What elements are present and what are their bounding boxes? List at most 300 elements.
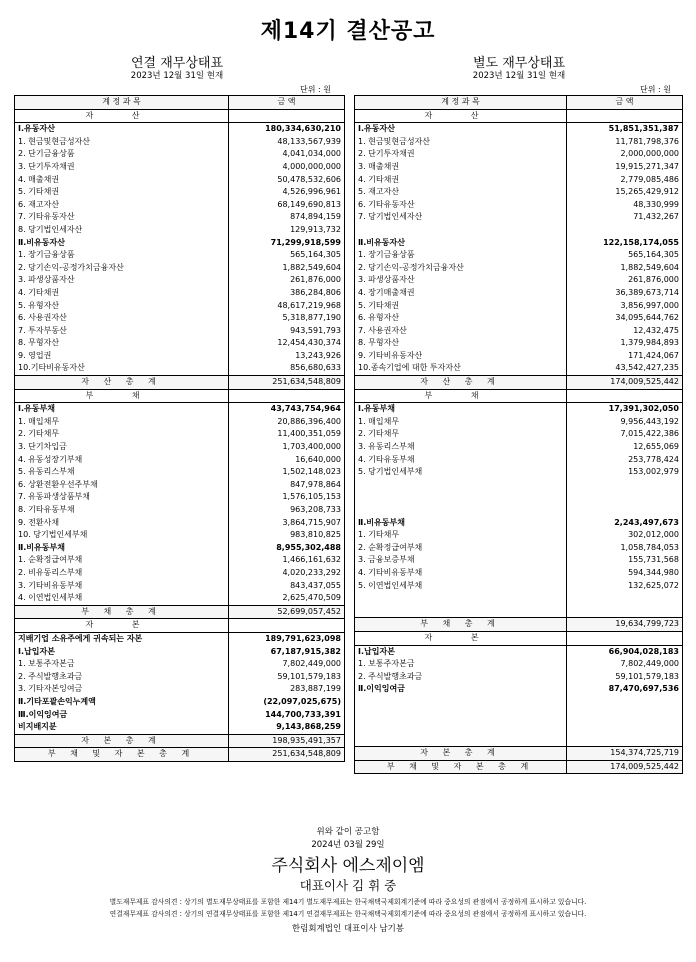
account-label: Ⅱ.기타포괄손익누계액: [15, 696, 229, 709]
account-label: 자 산: [15, 109, 229, 123]
amount-value: 856,680,633: [229, 362, 345, 375]
table-row: [15, 211, 345, 224]
amount-value: 19,915,271,347: [567, 161, 683, 174]
table-row: [355, 274, 683, 287]
table-row: [15, 491, 345, 504]
account-label: 6. 재고자산: [15, 199, 229, 212]
account-label: 2. 당기손익-공정가치금융자산: [355, 262, 567, 275]
auditor-name: 한림회계법인 대표이사 남기봉: [291, 924, 405, 934]
total-row: [15, 734, 345, 748]
account-label: 1. 장기금융상품: [355, 249, 567, 262]
amount-value: 1,882,549,604: [567, 262, 683, 275]
amount-value: 174,009,525,442: [567, 760, 683, 774]
total-row: [355, 376, 683, 390]
account-label: 6. 유형자산: [355, 312, 567, 325]
account-label: 부 채 총 계: [15, 605, 229, 619]
table-row: [355, 161, 683, 174]
account-label: 4. 매출채권: [15, 174, 229, 187]
total-row: [355, 747, 683, 761]
table-row: [15, 186, 345, 199]
amount-value: 3,864,715,907: [229, 517, 345, 530]
account-label: 7. 기타유동자산: [15, 211, 229, 224]
amount-value: 12,432,475: [567, 325, 683, 338]
amount-value: 132,625,072: [567, 580, 683, 593]
amount-value: 1,502,148,023: [229, 466, 345, 479]
header-amount-label: 금 액: [229, 96, 345, 110]
table-row: [15, 123, 345, 136]
account-label: [355, 224, 567, 237]
account-label: 1. 순확정급여부채: [15, 554, 229, 567]
account-label: 4. 장기매출채권: [355, 287, 567, 300]
table-row: [15, 350, 345, 363]
amount-value: 2,625,470,509: [229, 592, 345, 605]
amount-value: 171,424,067: [567, 350, 683, 363]
amount-value: 7,802,449,000: [567, 658, 683, 671]
account-label: 1. 현금및현금성자산: [15, 136, 229, 149]
account-label: 부 채 총 계: [355, 618, 567, 632]
table-row: [355, 362, 683, 375]
account-label: 7. 유동파생상품부채: [15, 491, 229, 504]
amount-value: 1,379,984,893: [567, 337, 683, 350]
account-label: 3. 금융보증부채: [355, 554, 567, 567]
table-row: [15, 224, 345, 237]
account-label: 4. 유동성장기부채: [15, 454, 229, 467]
account-label: 1. 매입채무: [15, 416, 229, 429]
account-label: 5. 유동리스부채: [15, 466, 229, 479]
account-label: Ⅰ.유동자산: [15, 123, 229, 136]
amount-value: 1,466,161,632: [229, 554, 345, 567]
account-label: Ⅲ.이익잉여금: [15, 709, 229, 722]
amount-value: 12,454,430,374: [229, 337, 345, 350]
amount-value: 9,143,868,259: [229, 721, 345, 734]
table-row: [15, 287, 345, 300]
table-row: [15, 237, 345, 250]
table-row: [15, 529, 345, 542]
table-row: [15, 580, 345, 593]
account-label: 3. 단기차입금: [15, 441, 229, 454]
account-label: 3. 단기투자채권: [15, 161, 229, 174]
account-label: 10. 당기법인세부채: [15, 529, 229, 542]
account-label: 7. 당기법인세자산: [355, 211, 567, 224]
amount-value: [567, 389, 683, 403]
section-header-row: [355, 389, 683, 403]
amount-value: 180,334,630,210: [229, 123, 345, 136]
amount-value: 8,955,302,488: [229, 542, 345, 555]
amount-value: 1,882,549,604: [229, 262, 345, 275]
account-label: 자 본: [15, 619, 229, 633]
amount-value: 251,634,548,809: [229, 376, 345, 390]
amount-value: 594,344,980: [567, 567, 683, 580]
account-label: 1. 매입채무: [355, 416, 567, 429]
table-row: [15, 658, 345, 671]
amount-value: 1,058,784,053: [567, 542, 683, 555]
table-row: [355, 186, 683, 199]
amount-value: 189,791,623,098: [229, 632, 345, 645]
account-label: 4. 기타비유동부채: [355, 567, 567, 580]
amount-value: 3,856,997,000: [567, 300, 683, 313]
table-row: [355, 709, 683, 722]
table-row: [355, 491, 683, 504]
total-row: [15, 748, 345, 762]
account-label: 7. 사용권자산: [355, 325, 567, 338]
account-label: 자 산: [355, 109, 567, 123]
amount-value: 87,470,697,536: [567, 683, 683, 696]
amount-value: 4,000,000,000: [229, 161, 345, 174]
amount-value: (22,097,025,675): [229, 696, 345, 709]
account-label: 자 본 총 계: [355, 747, 567, 761]
account-label: 3. 기타자본잉여금: [15, 683, 229, 696]
account-label: [355, 696, 567, 709]
amount-value: 261,876,000: [567, 274, 683, 287]
account-label: [355, 592, 567, 605]
amount-value: 1,703,400,000: [229, 441, 345, 454]
table-header-row: [355, 96, 683, 110]
account-label: 부 채 및 자 본 총 계: [355, 760, 567, 774]
amount-value: 253,778,424: [567, 454, 683, 467]
amount-value: [567, 479, 683, 492]
table-row: [355, 658, 683, 671]
account-label: 2. 기타채무: [15, 428, 229, 441]
amount-value: 565,164,305: [567, 249, 683, 262]
account-label: 부 채 및 자 본 총 계: [15, 748, 229, 762]
account-label: 5. 기타채권: [355, 300, 567, 313]
amount-value: [567, 504, 683, 517]
table-row: [355, 262, 683, 275]
table-row: [15, 148, 345, 161]
account-label: 2. 기타채무: [355, 428, 567, 441]
table-row: [355, 466, 683, 479]
notice-text: 위와 같이 공고함: [316, 827, 380, 837]
account-label: 8. 무형자산: [355, 337, 567, 350]
amount-value: 7,015,422,386: [567, 428, 683, 441]
account-label: 1. 장기금융상품: [15, 249, 229, 262]
account-label: 2. 당기손익-공정가치금융자산: [15, 262, 229, 275]
table-row: [355, 554, 683, 567]
table-row: [355, 542, 683, 555]
amount-value: 983,810,825: [229, 529, 345, 542]
amount-value: [567, 696, 683, 709]
account-label: 3. 파생상품자산: [355, 274, 567, 287]
table-row: [15, 517, 345, 530]
account-label: Ⅰ.유동부채: [15, 403, 229, 416]
table-row: [355, 721, 683, 734]
table-row: [15, 428, 345, 441]
amount-value: 59,101,579,183: [567, 671, 683, 684]
amount-value: 5,318,877,190: [229, 312, 345, 325]
table-row: [355, 479, 683, 492]
amount-value: 4,020,233,292: [229, 567, 345, 580]
amount-value: 12,655,069: [567, 441, 683, 454]
amount-value: 36,389,673,714: [567, 287, 683, 300]
table-row: [15, 441, 345, 454]
table-row: [15, 696, 345, 709]
section-header-row: [15, 389, 345, 403]
account-label: 5. 이연법인세부채: [355, 580, 567, 593]
table-row: [15, 683, 345, 696]
account-label: 1. 보통주자본금: [355, 658, 567, 671]
table-row: [355, 734, 683, 747]
account-label: 부 채: [15, 389, 229, 403]
table-row: [355, 148, 683, 161]
amount-value: 13,243,926: [229, 350, 345, 363]
account-label: Ⅱ.비유동부채: [355, 517, 567, 530]
table-row: [355, 237, 683, 250]
amount-value: 17,391,302,050: [567, 403, 683, 416]
amount-value: 48,133,567,939: [229, 136, 345, 149]
table-row: [355, 350, 683, 363]
amount-value: 943,591,793: [229, 325, 345, 338]
account-label: [355, 721, 567, 734]
amount-value: 302,012,000: [567, 529, 683, 542]
amount-value: 9,956,443,192: [567, 416, 683, 429]
account-label: 비지배지분: [15, 721, 229, 734]
amount-value: 283,887,199: [229, 683, 345, 696]
audit-opinion-consolidated: 연결재무제표 감사의견 : 상기의 연결재무상태표를 포함한 제14기 연결재무제표는 한국채택국제회계기준에 따라 중요성의 관점에서 공정하게 표시하고 있습니다.: [109, 910, 587, 918]
amount-value: [567, 734, 683, 747]
account-label: [355, 479, 567, 492]
amount-value: 129,913,732: [229, 224, 345, 237]
account-label: 지배기업 소유주에게 귀속되는 자본: [15, 632, 229, 645]
table-row: [355, 403, 683, 416]
account-label: 9. 영업권: [15, 350, 229, 363]
account-label: 10.기타비유동자산: [15, 362, 229, 375]
amount-value: 565,164,305: [229, 249, 345, 262]
table-row: [355, 312, 683, 325]
account-label: Ⅱ.비유동부채: [15, 542, 229, 555]
table-row: [355, 211, 683, 224]
account-label: 2. 주식발행초과금: [15, 671, 229, 684]
section-header-row: [15, 109, 345, 123]
amount-value: 4,526,996,961: [229, 186, 345, 199]
amount-value: 52,699,057,452: [229, 605, 345, 619]
table-row: [15, 479, 345, 492]
table-row: [15, 174, 345, 187]
amount-value: [567, 721, 683, 734]
table-row: [355, 529, 683, 542]
account-label: 3. 기타비유동부채: [15, 580, 229, 593]
account-label: [355, 605, 567, 618]
amount-value: 847,978,864: [229, 479, 345, 492]
table-row: [355, 249, 683, 262]
table-row: [15, 567, 345, 580]
account-label: 6. 사용권자산: [15, 312, 229, 325]
header-amount-label: 금 액: [567, 96, 683, 110]
right-unit-label: 단위 : 원: [640, 85, 671, 94]
amount-value: 122,158,174,055: [567, 237, 683, 250]
amount-value: 59,101,579,183: [229, 671, 345, 684]
table-row: [15, 136, 345, 149]
amount-value: 71,432,267: [567, 211, 683, 224]
amount-value: 68,149,690,813: [229, 199, 345, 212]
amount-value: 19,634,799,723: [567, 618, 683, 632]
total-row: [15, 376, 345, 390]
table-row: [15, 554, 345, 567]
table-row: [355, 337, 683, 350]
amount-value: 198,935,491,357: [229, 734, 345, 748]
table-row: [355, 287, 683, 300]
table-row: [355, 592, 683, 605]
separate-balance-sheet-table: [354, 95, 683, 774]
company-name: 주식회사 에스제이엠: [271, 856, 425, 876]
amount-value: [567, 109, 683, 123]
amount-value: 874,894,159: [229, 211, 345, 224]
table-row: [15, 454, 345, 467]
amount-value: [567, 224, 683, 237]
account-label: 9. 전환사채: [15, 517, 229, 530]
amount-value: [567, 605, 683, 618]
account-label: Ⅱ.비유동자산: [355, 237, 567, 250]
table-row: [355, 671, 683, 684]
total-row: [355, 760, 683, 774]
amount-value: [567, 709, 683, 722]
amount-value: 251,634,548,809: [229, 748, 345, 762]
account-label: 5. 유형자산: [15, 300, 229, 313]
left-unit-label: 단위 : 원: [300, 85, 331, 94]
table-row: [15, 403, 345, 416]
account-label: Ⅰ.유동자산: [355, 123, 567, 136]
consolidated-balance-sheet-table: [14, 95, 345, 762]
amount-value: 15,265,429,912: [567, 186, 683, 199]
amount-value: 2,243,497,673: [567, 517, 683, 530]
table-row: [355, 696, 683, 709]
account-label: 4. 기타채권: [355, 174, 567, 187]
table-row: [15, 632, 345, 645]
amount-value: 155,731,568: [567, 554, 683, 567]
account-label: 8. 당기법인세자산: [15, 224, 229, 237]
account-label: 6. 기타유동자산: [355, 199, 567, 212]
account-label: 8. 기타유동부채: [15, 504, 229, 517]
account-label: 4. 기타채권: [15, 287, 229, 300]
page-title: 제14기 결산공고: [260, 19, 436, 44]
account-label: 1. 보통주자본금: [15, 658, 229, 671]
table-row: [15, 721, 345, 734]
header-account-label: 계 정 과 목: [15, 96, 229, 110]
amount-value: 11,781,798,376: [567, 136, 683, 149]
section-header-row: [355, 109, 683, 123]
amount-value: 51,851,351,387: [567, 123, 683, 136]
account-label: 부 채: [355, 389, 567, 403]
table-row: [355, 504, 683, 517]
account-label: 2. 순확정급여부채: [355, 542, 567, 555]
account-label: 자 산 총 계: [15, 376, 229, 390]
account-label: 9. 기타비유동자산: [355, 350, 567, 363]
table-row: [15, 504, 345, 517]
amount-value: 71,299,918,599: [229, 237, 345, 250]
right-statement-date: 2023년 12월 31일 현재: [472, 71, 566, 81]
table-row: [355, 517, 683, 530]
amount-value: 7,802,449,000: [229, 658, 345, 671]
table-row: [355, 567, 683, 580]
table-row: [355, 580, 683, 593]
amount-value: [229, 109, 345, 123]
account-label: 4. 이연법인세부채: [15, 592, 229, 605]
table-row: [355, 454, 683, 467]
amount-value: 16,640,000: [229, 454, 345, 467]
section-header-row: [15, 619, 345, 633]
table-row: [15, 274, 345, 287]
table-row: [355, 136, 683, 149]
account-label: 1. 기타채무: [355, 529, 567, 542]
amount-value: 20,886,396,400: [229, 416, 345, 429]
amount-value: 43,542,427,235: [567, 362, 683, 375]
account-label: Ⅱ.비유동자산: [15, 237, 229, 250]
account-label: 2. 비유동리스부채: [15, 567, 229, 580]
amount-value: 50,478,532,606: [229, 174, 345, 187]
table-row: [355, 683, 683, 696]
table-row: [15, 161, 345, 174]
account-label: 5. 재고자산: [355, 186, 567, 199]
account-label: 7. 투자부동산: [15, 325, 229, 338]
amount-value: 174,009,525,442: [567, 376, 683, 390]
account-label: 5. 당기법인세부채: [355, 466, 567, 479]
amount-value: 963,208,733: [229, 504, 345, 517]
section-header-row: [355, 631, 683, 645]
account-label: 자 본 총 계: [15, 734, 229, 748]
account-label: [355, 491, 567, 504]
account-label: 2. 주식발행초과금: [355, 671, 567, 684]
table-row: [15, 646, 345, 659]
table-row: [355, 325, 683, 338]
table-row: [15, 416, 345, 429]
left-statement-title: 연결 재무상태표: [130, 56, 224, 71]
account-label: 자 산 총 계: [355, 376, 567, 390]
table-row: [15, 300, 345, 313]
amount-value: 4,041,034,000: [229, 148, 345, 161]
table-row: [15, 312, 345, 325]
account-label: 3. 파생상품자산: [15, 274, 229, 287]
table-row: [355, 224, 683, 237]
account-label: 자 본: [355, 631, 567, 645]
table-row: [355, 123, 683, 136]
table-row: [355, 300, 683, 313]
amount-value: [567, 631, 683, 645]
amount-value: 34,095,644,762: [567, 312, 683, 325]
amount-value: 48,330,999: [567, 199, 683, 212]
table-row: [355, 416, 683, 429]
ceo-name: 대표이사 김 휘 중: [299, 878, 397, 893]
amount-value: [229, 389, 345, 403]
account-label: 3. 유동리스부채: [355, 441, 567, 454]
account-label: Ⅰ.유동부채: [355, 403, 567, 416]
amount-value: 11,400,351,059: [229, 428, 345, 441]
amount-value: 386,284,806: [229, 287, 345, 300]
account-label: 8. 무형자산: [15, 337, 229, 350]
table-row: [15, 466, 345, 479]
table-row: [15, 337, 345, 350]
amount-value: 67,187,915,382: [229, 646, 345, 659]
amount-value: [567, 592, 683, 605]
amount-value: 66,904,028,183: [567, 645, 683, 658]
audit-opinion-separate: 별도재무제표 감사의견 : 상기의 별도재무상태표를 포함한 제14기 별도재무제표는 한국채택국제회계기준에 따라 중요성의 관점에서 공정하게 표시하고 있습니다.: [109, 898, 587, 906]
account-label: [355, 709, 567, 722]
table-row: [355, 174, 683, 187]
amount-value: 43,743,754,964: [229, 403, 345, 416]
amount-value: 261,876,000: [229, 274, 345, 287]
total-row: [355, 618, 683, 632]
table-row: [355, 428, 683, 441]
amount-value: 2,000,000,000: [567, 148, 683, 161]
amount-value: 1,576,105,153: [229, 491, 345, 504]
left-statement-date: 2023년 12월 31일 현재: [130, 71, 224, 81]
total-row: [15, 605, 345, 619]
account-label: 10.종속기업에 대한 투자자산: [355, 362, 567, 375]
amount-value: 48,617,219,968: [229, 300, 345, 313]
account-label: 4. 기타유동부채: [355, 454, 567, 467]
table-row: [15, 249, 345, 262]
right-statement-title: 별도 재무상태표: [472, 56, 566, 71]
table-header-row: [15, 96, 345, 110]
amount-value: 2,779,085,486: [567, 174, 683, 187]
